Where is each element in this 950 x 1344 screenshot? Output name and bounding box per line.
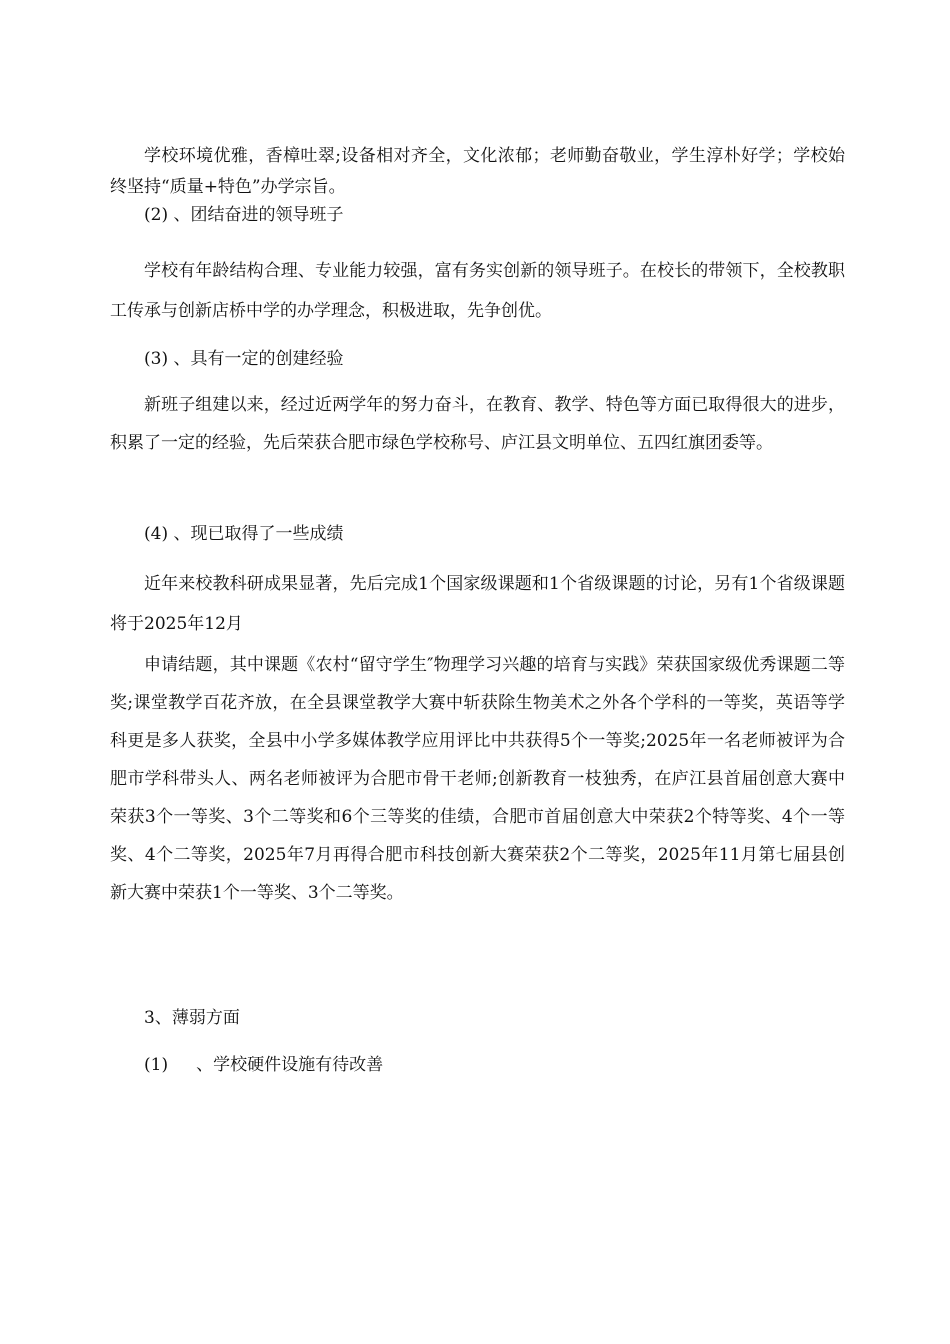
paragraph-research: 近年来校教科研成果显著，先后完成1个国家级课题和1个省级课题的讨论，另有1个省级课题将于2025年12月: [110, 574, 845, 634]
heading-weaknesses: 3、薄弱方面: [144, 1008, 240, 1028]
heading-hardware-text: 、学校硬件设施有待改善: [196, 1055, 384, 1075]
paragraph-environment: 学校环境优雅，香樟吐翠;设备相对齐全，文化浓郁；老师勤奋敬业，学生淳朴好学；学校始终坚持“质量+特色”办学宗旨。: [110, 146, 845, 197]
heading-experience: (3) 、具有一定的创建经验: [144, 349, 344, 369]
heading-hardware: [110, 1050, 845, 1081]
paragraph-leadership: 学校有年龄结构合理、专业能力较强，富有务实创新的领导班子。在校长的带领下，全校教职工传承与创新店桥中学的办学理念，积极进取，先争创优。: [110, 261, 845, 321]
heading-leadership: (2) 、团结奋进的领导班子: [144, 205, 344, 225]
paragraph-experience: 新班子组建以来，经过近两学年的努力奋斗，在教育、教学、特色等方面已取得很大的进步，积累了一定的经验，先后荣获合肥市绿色学校称号、庐江县文明单位、五四红旗团委等。: [110, 395, 845, 453]
heading-hardware-number: (1): [144, 1055, 169, 1075]
heading-achievements: (4) 、现已取得了一些成绩: [144, 524, 344, 544]
paragraph-awards: 申请结题，其中课题《农村“留守学生″物理学习兴趣的培育与实践》荣获国家级优秀课题二等奖;课堂教学百花齐放，在全县课堂教学大赛中斩获除生物美术之外各个学科的一等奖，英语等学科更是多人获奖，全县中小学多媒体教学应用评比中共获得5个一等奖;2025年一名老师被评为合肥市学科带头人、两名老师被评为合肥市骨干老师;创新教育一枝独秀，在庐江县首届创意大赛中荣获3个一等奖、3个二等奖和6个三等奖的佳绩，合肥市首届创意大中荣获2个特等奖、4个一等奖、4个二等奖，2025年7月再得合肥市科技创新大赛荣获2个二等奖，2025年11月第七届县创新大赛中荣获1个一等奖、3个二等奖。: [110, 655, 845, 903]
